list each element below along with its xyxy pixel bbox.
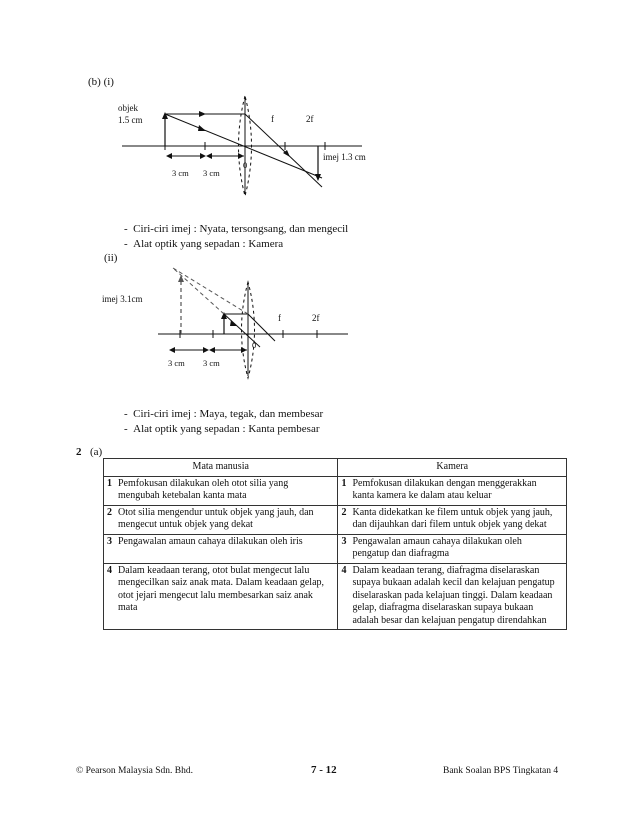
page-number: 7 - 12 xyxy=(311,764,337,776)
question-number: 2 xyxy=(76,446,82,458)
header-camera: Kamera xyxy=(338,459,567,477)
table-row: 1 Pemfokusan dilakukan oleh otot silia yang mengubah ketebalan kanta mata 1 Pemfokusan dilakukan dengan menggerakkan kanta kamera ke dalam atau keluar xyxy=(104,476,567,505)
2f-label-2: 2f xyxy=(312,313,320,323)
f-label-1: f xyxy=(271,114,274,124)
object-label-2: 1.5 cm xyxy=(118,115,143,125)
bullet-ii-1: - Ciri-ciri imej : Maya, tegak, dan membesar xyxy=(124,408,324,420)
origin-label-2: 0 xyxy=(252,340,257,350)
table-header-row xyxy=(104,459,567,477)
header-eye: Mata manusia xyxy=(104,459,338,477)
distance-label-2a: 3 cm xyxy=(168,358,185,368)
distance-label-1a: 3 cm xyxy=(172,168,189,178)
comparison-table xyxy=(103,458,567,630)
image-label-1: imej 1.3 cm xyxy=(323,152,366,162)
2f-label-1: 2f xyxy=(306,114,314,124)
table-row: 2 Otot silia mengendur untuk objek yang jauh, dan mengecut untuk objek yang dekat 2 Kanta didekatkan ke filem untuk objek yang jauh, dan dijauhkan dari filem untuk objek yang dekat xyxy=(104,505,567,534)
distance-label-2b: 3 cm xyxy=(203,358,220,368)
origin-label-1: 0 xyxy=(243,160,248,170)
f-label-2: f xyxy=(278,313,281,323)
table-row: 3 Pengawalan amaun cahaya dilakukan oleh iris 3 Pengawalan amaun cahaya dilakukan oleh pengatup dan diafragma xyxy=(104,534,567,563)
footer-title: Bank Soalan BPS Tingkatan 4 xyxy=(443,766,559,776)
table-row: 4 Dalam keadaan terang, otot bulat mengecut lalu mengecilkan saiz anak mata. Dalam keadaan gelap, otot jejari mengecut lalu membesarkan saiz anak mata 4 Dalam keadaan terang, diafragma diselaraskan supaya bukaan adalah kecil dan kelajuan pengatup diselaraskan pada kelajuan tinggi. Dalam keadaan gelap, diafragma diselaraskan supaya bukaan adalah besar dan kelajuan pengatup direndahkan xyxy=(104,563,567,630)
image-label-2: imej 3.1cm xyxy=(102,294,143,304)
part-b-ii-label: (ii) xyxy=(104,252,118,264)
question-part: (a) xyxy=(90,446,103,458)
bullet-ii-2: - Alat optik yang sepadan : Kanta pembesar xyxy=(124,423,320,435)
distance-label-1b: 3 cm xyxy=(203,168,220,178)
bullet-i-1: - Ciri-ciri imej : Nyata, tersongsang, dan mengecil xyxy=(124,223,349,235)
bullet-i-2: - Alat optik yang sepadan : Kamera xyxy=(124,238,284,250)
object-label-1: objek xyxy=(118,103,138,113)
part-b-i-label: (b) (i) xyxy=(88,76,114,88)
footer-copyright: © Pearson Malaysia Sdn. Bhd. xyxy=(76,766,193,776)
